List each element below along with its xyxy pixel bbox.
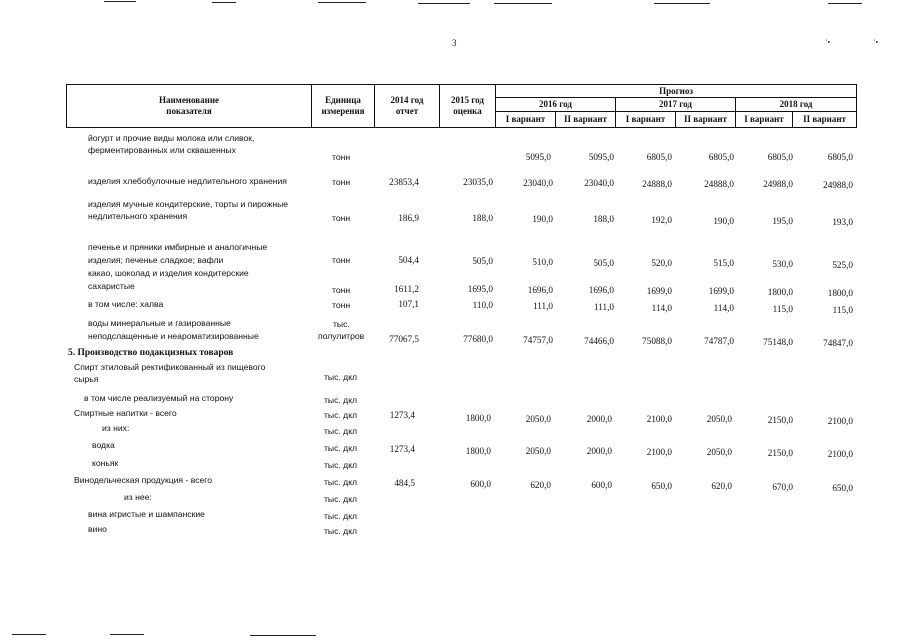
value-2017-v1: 1699,0 <box>646 286 672 296</box>
value-2015: 77680,0 <box>463 334 493 344</box>
row-name: в том числе: халва <box>88 299 164 309</box>
value-2018-v2: 2100,0 <box>827 416 853 426</box>
row-name: неподслащенные и неароматизированные <box>88 331 259 341</box>
value-2017-v2: 6805,0 <box>708 152 734 162</box>
row-name: ферментированных или сквашенных <box>88 145 236 155</box>
value-2017-v1: 520,0 <box>651 258 672 268</box>
value-2018-v2: 115,0 <box>832 305 853 315</box>
value-2014: 1273,4 <box>389 444 415 454</box>
row-unit: тонн <box>332 152 351 162</box>
value-2017-v2: 515,0 <box>713 258 734 268</box>
value-2016-v2: 5095,0 <box>588 152 614 162</box>
row-name: Винодельческая продукция - всего <box>74 475 212 485</box>
page-number: 3 <box>452 38 457 48</box>
row-name: вина игристые и шампанские <box>88 509 205 519</box>
row-unit: тонн <box>332 177 351 187</box>
value-2017-v2: 24888,0 <box>704 179 734 189</box>
value-2016-v2: 23040,0 <box>584 178 614 188</box>
row-unit: тыс. дкл <box>324 410 358 420</box>
value-2014: 1611,2 <box>394 284 419 294</box>
value-2016-v1: 5095,0 <box>525 152 551 162</box>
row-unit: тыс. дкл <box>324 395 358 405</box>
value-2017-v1: 650,0 <box>651 481 672 491</box>
header-variant-2: II вариант <box>793 112 857 128</box>
row-name: сахаристые <box>88 281 135 291</box>
value-2017-v2: 74787,0 <box>704 336 734 346</box>
value-2016-v2: 188,0 <box>593 214 614 224</box>
value-2016-v2: 111,0 <box>594 302 614 312</box>
row-name: Спиртные напитки - всего <box>74 408 177 418</box>
row-name: печенье и пряники имбирные и аналогичные <box>88 242 268 252</box>
value-2017-v2: 620,0 <box>711 481 732 491</box>
value-2016-v2: 74466,0 <box>584 336 614 346</box>
value-2014: 107,1 <box>398 299 419 309</box>
value-2016-v1: 111,0 <box>533 301 553 311</box>
row-unit: тыс. дкл <box>324 372 358 382</box>
value-2018-v1: 2150,0 <box>767 415 793 425</box>
value-2017-v1: 114,0 <box>651 303 672 313</box>
header-variant-1: I вариант <box>736 112 793 128</box>
value-2017-v1: 6805,0 <box>646 152 672 162</box>
value-2018-v2: 193,0 <box>832 217 853 227</box>
value-2014: 186,9 <box>398 213 419 223</box>
value-2015: 110,0 <box>472 300 493 310</box>
value-2015: 1800,0 <box>465 413 491 423</box>
value-2018-v2: 2100,0 <box>827 449 853 459</box>
value-2018-v1: 195,0 <box>772 216 793 226</box>
row-unit: тыс. дкл <box>324 443 358 453</box>
value-2018-v2: 24988,0 <box>823 180 853 190</box>
row-name: какао, шоколад и изделия кондитерские <box>88 268 249 278</box>
row-name: водка <box>92 440 115 450</box>
header-2015: 2015 год оценка <box>440 85 496 128</box>
row-name: из нее: <box>124 492 152 502</box>
value-2016-v2: 505,0 <box>593 258 614 268</box>
value-2016-v1: 2050,0 <box>525 414 551 424</box>
value-2017-v1: 75088,0 <box>642 336 672 346</box>
row-unit: полулитров <box>318 331 365 341</box>
header-variant-2: II вариант <box>676 112 736 128</box>
value-2015: 600,0 <box>470 479 491 489</box>
row-unit: тыс. дкл <box>324 477 358 487</box>
row-unit: тыс. дкл <box>324 460 358 470</box>
value-2016-v1: 510,0 <box>532 257 553 267</box>
row-unit: тыс. <box>333 319 350 329</box>
value-2018-v2: 1800,0 <box>827 288 853 298</box>
row-unit: тыс. дкл <box>324 511 358 521</box>
value-2015: 188,0 <box>472 213 493 223</box>
row-name: изделия хлебобулочные недлительного хранения <box>88 176 287 186</box>
header-2017: 2017 год <box>616 98 736 112</box>
value-2016-v1: 74757,0 <box>523 335 553 345</box>
value-2018-v2: 525,0 <box>832 260 853 270</box>
value-2016-v1: 1696,0 <box>527 285 553 295</box>
header-variant-2: II вариант <box>556 112 616 128</box>
row-unit: тонн <box>332 213 351 223</box>
section-heading: 5. Производство подакцизных товаров <box>68 348 234 358</box>
header-name: Наименование показателя <box>67 85 312 128</box>
row-name: изделия; печенье сладкое; вафли <box>88 255 224 265</box>
value-2016-v1: 23040,0 <box>523 178 553 188</box>
header-2014: 2014 год отчет <box>375 85 440 128</box>
value-2018-v2: 6805,0 <box>827 152 853 162</box>
value-2018-v1: 6805,0 <box>767 152 793 162</box>
header-forecast: Прогноз <box>496 85 857 98</box>
value-2018-v1: 75148,0 <box>763 337 793 347</box>
value-2017-v1: 2100,0 <box>646 447 672 457</box>
row-name: недлительного хранения <box>88 211 188 221</box>
row-name: воды минеральные и газированные <box>88 318 231 328</box>
row-unit: тыс. дкл <box>324 526 358 536</box>
value-2018-v1: 2150,0 <box>767 448 793 458</box>
row-unit: тонн <box>332 255 351 265</box>
value-2016-v2: 1696,0 <box>588 285 614 295</box>
row-unit: тонн <box>332 300 351 310</box>
value-2014: 484,5 <box>394 478 415 488</box>
header-2016: 2016 год <box>496 98 616 112</box>
header-variant-1: I вариант <box>496 112 556 128</box>
value-2016-v2: 600,0 <box>591 480 612 490</box>
value-2016-v1: 2050,0 <box>525 446 551 456</box>
value-2014: 1273,4 <box>389 410 415 420</box>
row-name: коньяк <box>92 458 119 468</box>
row-name: вино <box>88 524 107 534</box>
value-2016-v1: 620,0 <box>530 480 551 490</box>
value-2015: 1695,0 <box>467 284 493 294</box>
value-2015: 505,0 <box>472 256 493 266</box>
value-2016-v1: 190,0 <box>532 214 553 224</box>
value-2018-v1: 24988,0 <box>763 179 793 189</box>
row-name: Спирт этиловый ректификованный из пищевого <box>74 362 266 372</box>
row-unit: тонн <box>332 285 351 295</box>
value-2018-v1: 530,0 <box>772 259 793 269</box>
header-2018: 2018 год <box>736 98 857 112</box>
value-2015: 23035,0 <box>463 177 493 187</box>
value-2016-v2: 2000,0 <box>586 446 612 456</box>
row-name: изделия мучные кондитерские, торты и пирожные <box>88 199 289 209</box>
row-unit: тыс. дкл <box>324 426 358 436</box>
row-name: в том числе реализуемый на сторону <box>84 393 234 403</box>
value-2017-v2: 190,0 <box>713 216 734 226</box>
value-2017-v2: 2050,0 <box>706 414 732 424</box>
value-2018-v2: 650,0 <box>832 483 853 493</box>
scan-mark: '• <box>826 38 831 47</box>
value-2017-v2: 1699,0 <box>708 286 734 296</box>
value-2014: 77067,5 <box>389 334 419 344</box>
value-2017-v1: 2100,0 <box>646 414 672 424</box>
value-2017-v1: 192,0 <box>651 215 672 225</box>
value-2017-v1: 24888,0 <box>642 179 672 189</box>
value-2018-v1: 670,0 <box>772 482 793 492</box>
value-2014: 504,4 <box>398 255 419 265</box>
scan-mark: '• <box>874 38 879 47</box>
value-2017-v2: 114,0 <box>713 303 734 313</box>
value-2014: 23853,4 <box>389 177 419 187</box>
value-2015: 1800,0 <box>465 446 491 456</box>
header-unit: Единица измерения <box>312 85 375 128</box>
value-2016-v2: 2000,0 <box>586 414 612 424</box>
row-name: сырья <box>74 374 99 384</box>
value-2018-v1: 1800,0 <box>767 287 793 297</box>
value-2017-v2: 2050,0 <box>706 447 732 457</box>
row-name: йогурт и прочие виды молока или сливок, <box>88 133 255 143</box>
row-name: из них: <box>102 423 130 433</box>
header-variant-1: I вариант <box>616 112 676 128</box>
row-unit: тыс. дкл <box>324 494 358 504</box>
value-2018-v1: 115,0 <box>772 304 793 314</box>
value-2018-v2: 74847,0 <box>823 338 853 348</box>
